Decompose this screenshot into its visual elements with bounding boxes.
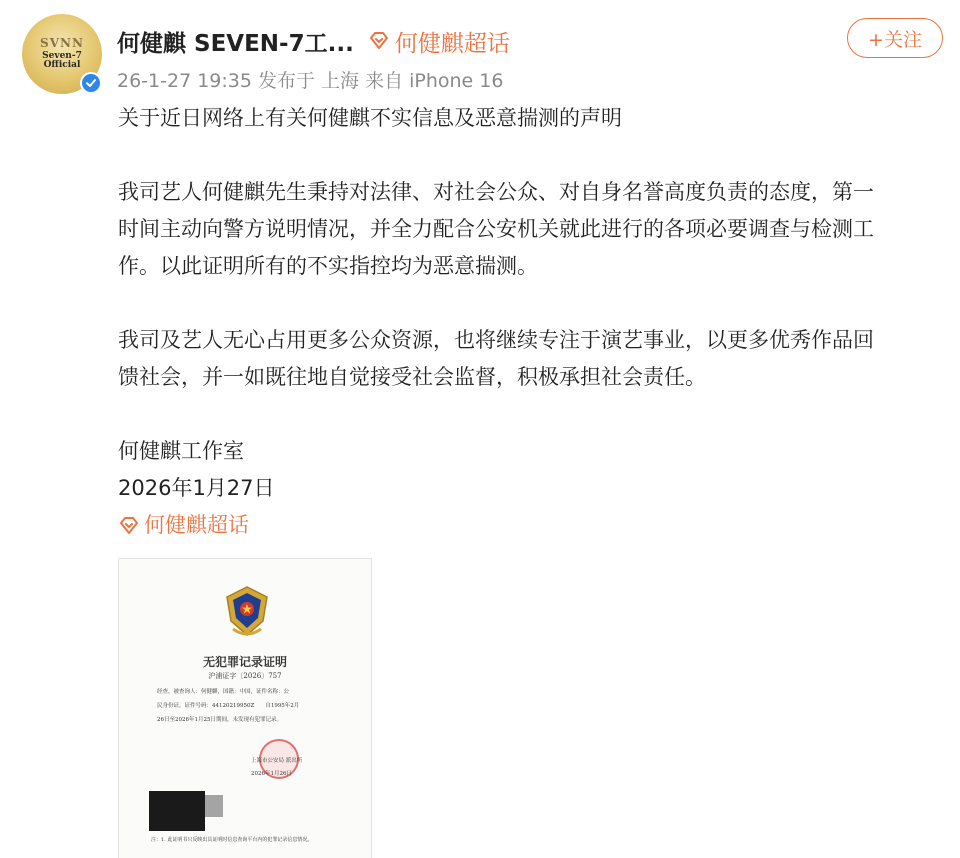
topic-tag[interactable] xyxy=(368,25,510,58)
watermark xyxy=(690,818,950,852)
verified-badge-icon xyxy=(80,72,102,94)
statement-date: 2026年1月27日 xyxy=(118,476,275,500)
certificate-line: 经查，被查询人：何健麒，国籍：中国，证件名称：公 xyxy=(157,689,290,695)
redaction-block xyxy=(149,791,205,831)
certificate-line: 民身份证，证件号码：44120219950Z 自1995年2月 xyxy=(157,703,300,709)
certificate-signer xyxy=(251,755,302,781)
signature: 何健麒工作室 xyxy=(118,439,244,463)
certificate-text xyxy=(157,685,347,727)
post-meta: 26-1-27 19:35 发布于 上海 来自 iPhone 16 xyxy=(117,70,504,92)
paragraph1-line3: 作。以此证明所有的不实指控均为恶意揣测。 xyxy=(118,254,538,278)
redaction-block xyxy=(205,795,223,817)
topic-tag-label: 何健麒超话 xyxy=(394,30,510,57)
paragraph1-line1: 我司艺人何健麒先生秉持对法律、对社会公众、对自身名誉高度负责的态度，第一 xyxy=(118,180,874,204)
author-row xyxy=(117,24,510,58)
super-topic-icon xyxy=(368,31,390,51)
post-body xyxy=(118,100,948,544)
topic-link-label: 何健麒超话 xyxy=(144,513,249,537)
police-emblem-icon xyxy=(223,585,271,639)
certificate-signer-name: 上海市公安局 派出所 xyxy=(251,758,303,764)
post-header xyxy=(22,14,942,104)
paragraph2-line1: 我司及艺人无心占用更多公众资源，也将继续专注于演艺事业，以更多优秀作品回 xyxy=(118,328,874,352)
attached-image[interactable] xyxy=(118,558,372,858)
certificate-sign-date: 2026年1月26日 xyxy=(251,771,292,777)
avatar-monogram: SVNN xyxy=(40,36,84,51)
paragraph1-line2: 时间主动向警方说明情况，并全力配合公安机关就此进行的各项必要调查与检测工 xyxy=(118,217,874,241)
paragraph2-line2: 馈社会，并一如既往地自觉接受社会监督，积极承担社会责任。 xyxy=(118,365,706,389)
follow-button[interactable]: +关注 xyxy=(847,18,943,58)
topic-link[interactable] xyxy=(118,507,948,544)
avatar-text-line2: Official xyxy=(43,60,81,71)
statement-title: 关于近日网络上有关何健麒不实信息及恶意揣测的声明 xyxy=(118,106,622,130)
avatar-text-line1: Seven-7 xyxy=(42,50,82,61)
certificate-note: 注：1. 此证明书只反映出具证明时信息查询平台内的犯罪记录信息情况。 xyxy=(151,837,313,843)
author-name[interactable]: 何健麒 SEVEN-7工... xyxy=(117,30,354,57)
certificate-line: 26日至2026年1月25日期间，未发现有犯罪记录。 xyxy=(157,717,282,723)
super-topic-icon xyxy=(118,516,140,536)
certificate-title: 无犯罪记录证明 xyxy=(202,655,287,669)
certificate-number: 沪浦证字〔2026〕757 xyxy=(208,672,282,680)
